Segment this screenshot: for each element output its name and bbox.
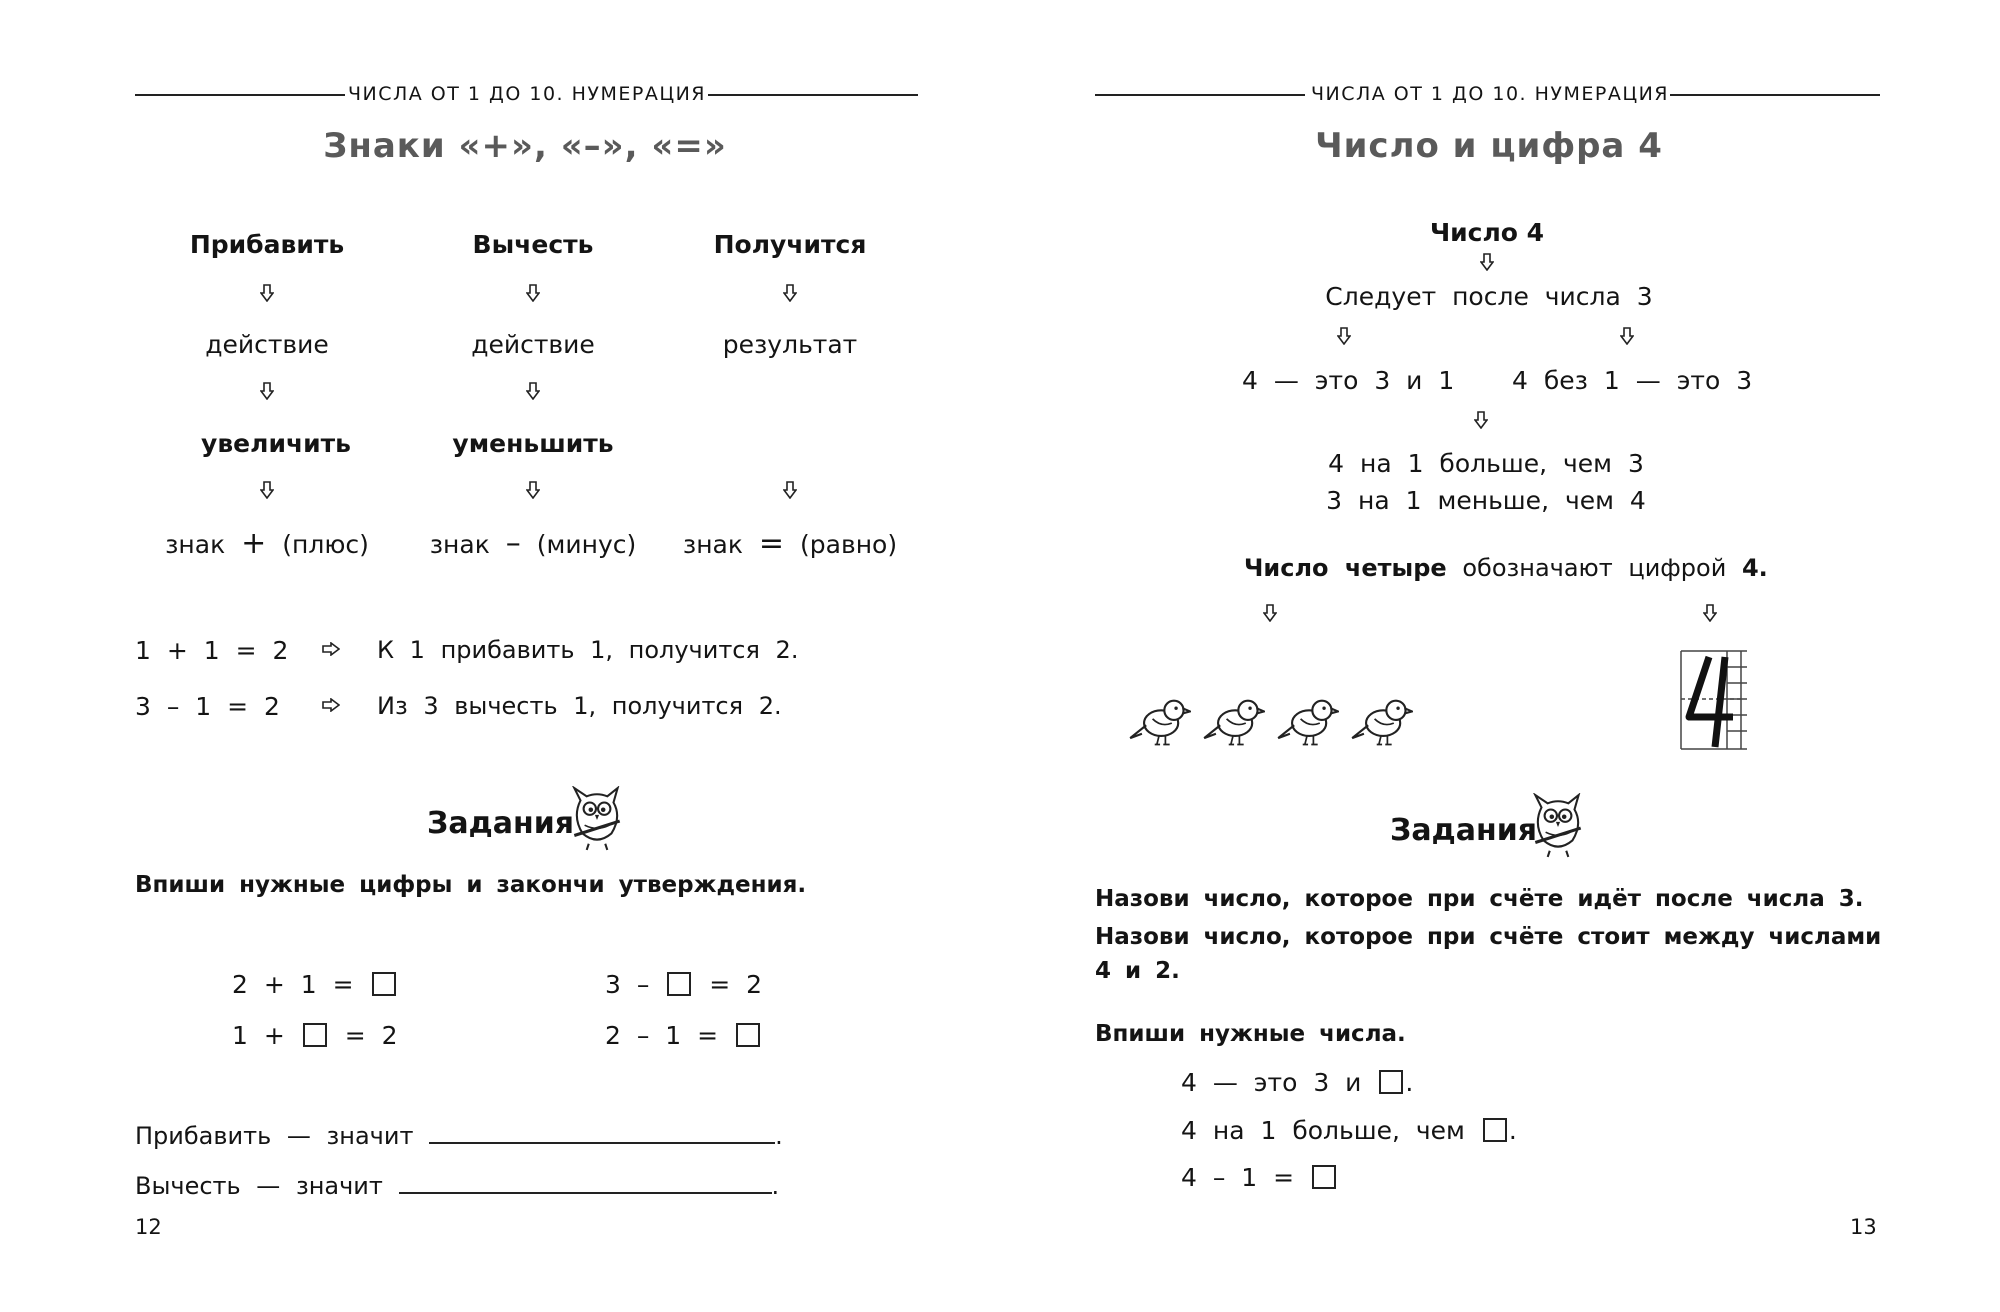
- column-verb-add: увеличить: [201, 429, 351, 458]
- exercise-4: 2 – 1 =: [605, 1021, 762, 1050]
- running-header: ЧИСЛА ОТ 1 ДО 10. НУМЕРАЦИЯ: [1310, 83, 1670, 105]
- exercise-1: 4 — это 3 и .: [1181, 1068, 1414, 1097]
- owl-icon: [565, 786, 629, 852]
- more-statement: 4 на 1 больше, чем 3: [1328, 449, 1644, 478]
- bird-icon: [1201, 693, 1265, 749]
- column-action-add: действие: [205, 330, 329, 359]
- page-number: 12: [135, 1215, 162, 1239]
- down-arrow-icon: [1263, 604, 1277, 622]
- answer-box[interactable]: [1379, 1070, 1403, 1094]
- down-arrow-icon: [526, 382, 540, 400]
- left-branch: 4 — это 3 и 1: [1242, 366, 1455, 395]
- running-header: ЧИСЛА ОТ 1 ДО 10. НУМЕРАЦИЯ: [347, 83, 707, 105]
- fill-blank[interactable]: [399, 1190, 772, 1194]
- answer-box[interactable]: [1483, 1118, 1507, 1142]
- page-number: 13: [1850, 1215, 1877, 1239]
- example-text-2: Из 3 вычесть 1, получится 2.: [377, 692, 782, 720]
- number-label: Число 4: [1429, 218, 1545, 247]
- answer-box[interactable]: [372, 972, 396, 996]
- header-rule-right: [708, 94, 918, 96]
- down-arrow-icon: [260, 284, 274, 302]
- right-arrow-icon: [322, 698, 340, 712]
- answer-box[interactable]: [303, 1023, 327, 1047]
- column-action-subtract: действие: [471, 330, 595, 359]
- down-arrow-icon: [783, 481, 797, 499]
- down-arrow-icon: [1480, 253, 1494, 271]
- down-arrow-icon: [783, 284, 797, 302]
- fill-blank[interactable]: [429, 1140, 775, 1144]
- question-1: Назови число, которое при счёте идёт после числа 3.: [1095, 886, 1864, 912]
- column-verb-subtract: уменьшить: [452, 429, 614, 458]
- column-head-subtract: Вычесть: [472, 230, 594, 259]
- down-arrow-icon: [526, 481, 540, 499]
- denote-line: Число четыре обозначают цифрой 4.: [1244, 554, 1768, 582]
- exercise-2: 3 – = 2: [605, 970, 763, 999]
- sign-plus: знак + (плюс): [165, 526, 369, 561]
- sign-minus: знак – (минус): [429, 526, 637, 561]
- page-title: Знаки «+», «–», «=»: [323, 126, 727, 166]
- right-arrow-icon: [322, 642, 340, 656]
- task-instruction: Впиши нужные цифры и закончи утверждения.: [135, 872, 807, 898]
- header-rule-right: [1670, 94, 1880, 96]
- column-head-result: Получится: [713, 230, 867, 259]
- header-rule-left: [1095, 94, 1305, 96]
- tasks-heading: Задания: [1390, 813, 1538, 848]
- right-page: [1000, 0, 2000, 1312]
- bird-icon: [1127, 693, 1191, 749]
- column-action-result: результат: [722, 330, 858, 359]
- example-text-1: К 1 прибавить 1, получится 2.: [377, 636, 799, 664]
- example-equation-2: 3 – 1 = 2: [135, 692, 280, 721]
- answer-box[interactable]: [667, 972, 691, 996]
- less-statement: 3 на 1 меньше, чем 4: [1326, 486, 1646, 515]
- exercise-2: 4 на 1 больше, чем .: [1181, 1116, 1517, 1145]
- fill-line-subtract: Вычесть — значит .: [135, 1172, 780, 1200]
- bird-icon: [1275, 693, 1339, 749]
- header-rule-left: [135, 94, 345, 96]
- owl-icon: [1527, 793, 1589, 859]
- question-2: Назови число, которое при счёте стоит между числами: [1095, 924, 1882, 950]
- exercise-3: 4 – 1 =: [1181, 1163, 1338, 1192]
- down-arrow-icon: [1337, 327, 1351, 345]
- question-2-continued: 4 и 2.: [1095, 958, 1180, 984]
- follows-text: Следует после числа 3: [1325, 282, 1653, 311]
- down-arrow-icon: [1474, 411, 1488, 429]
- answer-box[interactable]: [1312, 1165, 1336, 1189]
- down-arrow-icon: [1620, 327, 1634, 345]
- down-arrow-icon: [1703, 604, 1717, 622]
- right-branch: 4 без 1 — это 3: [1512, 366, 1753, 395]
- down-arrow-icon: [260, 382, 274, 400]
- digit-writing-guide: [1675, 647, 1749, 753]
- fill-line-add: Прибавить — значит .: [135, 1122, 783, 1150]
- exercise-1: 2 + 1 =: [232, 970, 398, 999]
- task-instruction: Впиши нужные числа.: [1095, 1021, 1406, 1047]
- column-head-add: Прибавить: [189, 230, 345, 259]
- bird-icon: [1349, 693, 1413, 749]
- exercise-3: 1 + = 2: [232, 1021, 398, 1050]
- page-title: Число и цифра 4: [1315, 126, 1663, 166]
- sign-equals: знак = (равно): [682, 526, 898, 561]
- down-arrow-icon: [260, 481, 274, 499]
- tasks-heading: Задания: [427, 806, 575, 841]
- example-equation-1: 1 + 1 = 2: [135, 636, 289, 665]
- answer-box[interactable]: [736, 1023, 760, 1047]
- down-arrow-icon: [526, 284, 540, 302]
